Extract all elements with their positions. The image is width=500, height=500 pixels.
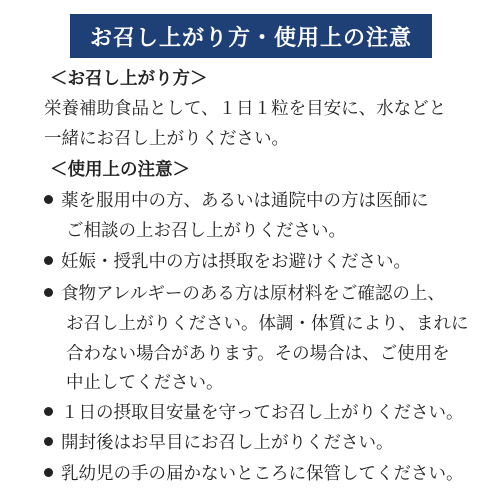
caution-text: 合わない場合があります。その場合は、ご使用を	[66, 344, 450, 364]
caution-item	[44, 430, 394, 456]
caution-text: １日の摂取目安量を守ってお召し上がりください。	[61, 403, 464, 423]
caution-item	[44, 188, 429, 214]
caution-item	[44, 249, 411, 275]
how-to-line: 栄養補助食品として、１日１粒を目安に、水などと	[44, 99, 447, 119]
caution-text: 食物アレルギーのある方は原材料をご確認の上、	[61, 284, 445, 304]
bullet-icon	[44, 256, 53, 265]
caution-text: ご相談の上お召し上がりください。	[66, 221, 346, 241]
how-to-line: 一緒にお召し上がりください。	[44, 129, 289, 149]
cautions-heading: ＜使用上の注意＞	[50, 160, 190, 180]
how-to-heading: ＜お召し上がり方＞	[50, 69, 208, 89]
caution-item	[44, 281, 445, 307]
caution-text: 薬を服用中の方、あるいは通院中の方は医師に	[61, 191, 429, 211]
caution-text: 乳幼児の手の届かないところに保管してください。	[61, 464, 464, 484]
page-title: お召し上がり方・使用上の注意	[89, 25, 412, 51]
bullet-icon	[44, 288, 53, 297]
bullet-icon	[44, 468, 53, 477]
caution-item	[44, 461, 464, 487]
bullet-icon	[44, 407, 53, 416]
caution-text: 中止してください。	[66, 373, 224, 393]
caution-text: 妊娠・授乳中の方は摂取をお避けください。	[61, 252, 411, 272]
bullet-icon	[44, 195, 53, 204]
bullet-icon	[44, 437, 53, 446]
caution-text: お召し上がりください。体調・体質により、まれに	[66, 314, 469, 334]
caution-item	[44, 400, 464, 426]
caution-text: 開封後はお早目にお召し上がりください。	[61, 433, 394, 453]
title-banner	[70, 14, 432, 58]
